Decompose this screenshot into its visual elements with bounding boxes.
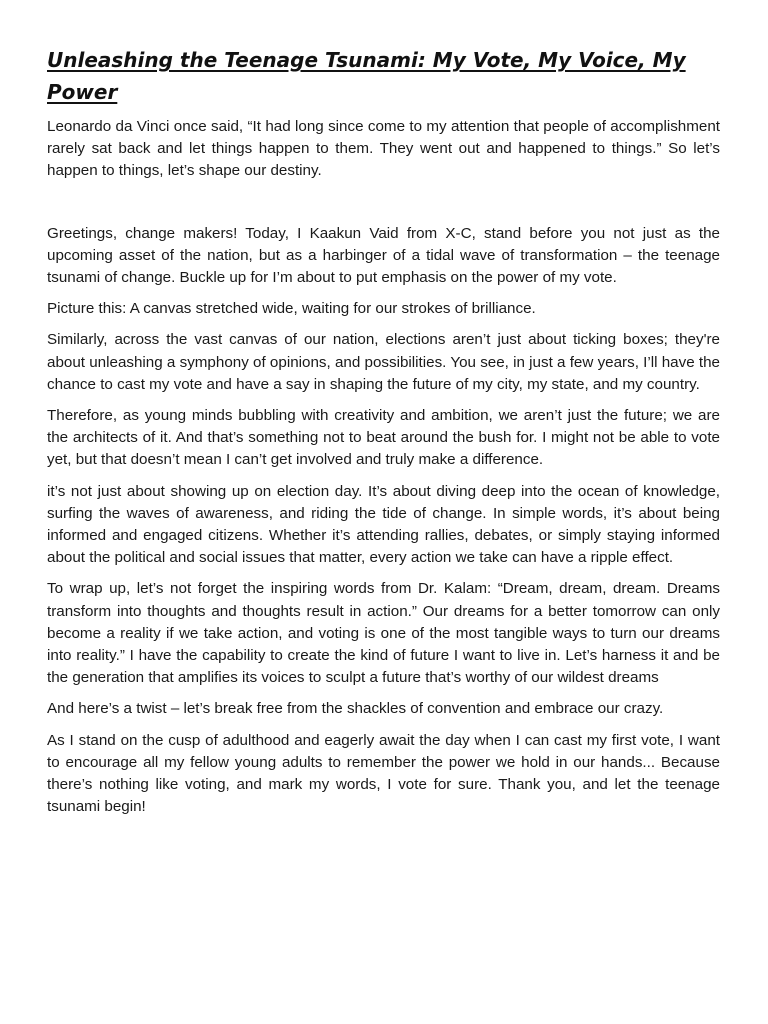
paragraph-election-day: it’s not just about showing up on election day. It’s about diving deep into the ocean of knowledge, surfing the waves of awareness, and riding the tide of change. In simple words, it’s about being informed and engaged citizens. Whether it’s attending rallies, debates, or simply staying informed about the political and social issues that matter, every action we take can have a ripple effect. [47,482,720,567]
paragraph-elections: Similarly, across the vast canvas of our nation, elections aren’t just about ticking boxes; they're about unleashing a symphony of opinions, and possibilities. You see, in just a few years, I’ll have the chance to cast my vote and have a say in shaping the future of my city, my state, and my country. [47,331,720,393]
paragraph-closing: As I stand on the cusp of adulthood and eagerly await the day when I can cast my first vote, I want to encourage all my fellow young adults to remember the power we hold in our hands... Because there’s nothing like voting, and mark my words, I vote for sure. Thank you, and let the teenage tsunami begin! [47,731,720,816]
paragraph-twist: And here’s a twist – let’s break free from the shackles of convention and embrace our crazy. [47,700,664,718]
paragraph-wrap-up: To wrap up, let’s not forget the inspiring words from Dr. Kalam: “Dream, dream, dream. Dreams transform into thoughts and thoughts result in action.” Our dreams for a better tomorrow can only become a reality if we take action, and voting is one of the most tangible ways to turn our dreams into reality.” I have the capability to create the kind of future I want to live in. Let’s harness it and be the generation that amplifies its voices to sculpt a future that’s worthy of our wildest dreams [47,580,720,687]
paragraph-greetings: Greetings, change makers! Today, I Kaakun Vaid from X-C, stand before you not just as the upcoming asset of the nation, but as a harbinger of a tidal wave of transformation – the teenage tsunami of change. Buckle up for I’m about to put emphasis on the power of my vote. [47,224,720,287]
paragraph-intro-quote: Leonardo da Vinci once said, “It had long since come to my attention that people of accomplishment rarely sat back and let things happen to them. They went out and happened to things.” So let’s happen to things, let’s shape our destiny. [47,118,720,180]
paragraph-young-minds: Therefore, as young minds bubbling with creativity and ambition, we aren’t just the future; we are the architects of it. And that’s something not to beat around the bush for. I might not be able to vote yet, but that doesn’t mean I can’t get involved and truly make a difference. [47,407,720,469]
paragraph-picture-this: Picture this: A canvas stretched wide, waiting for our strokes of brilliance. [47,300,536,318]
document-title: Unleashing the Teenage Tsunami: My Vote, My Voice, My Power [47,48,686,104]
document-body [47,44,720,827]
